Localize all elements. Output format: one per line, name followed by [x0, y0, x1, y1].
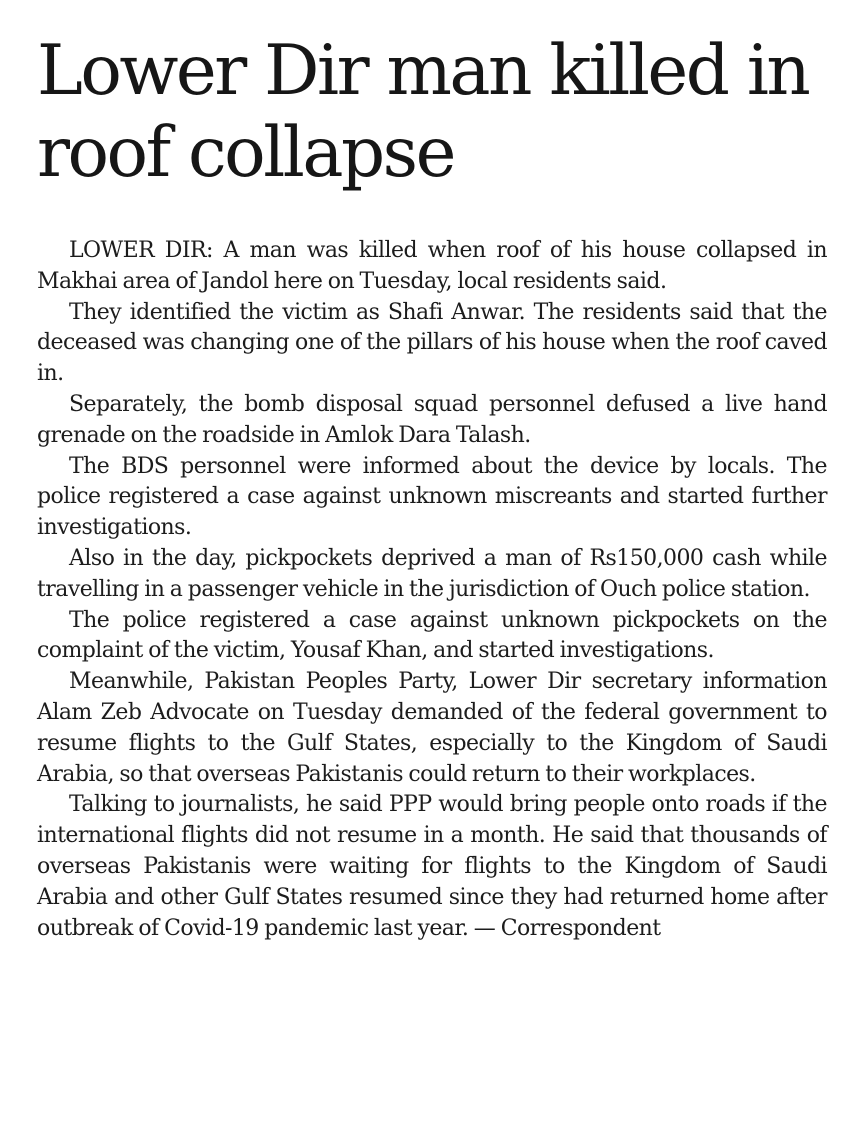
article-paragraph: Meanwhile, Pakistan Peoples Party, Lower Dir secretary information Alam Zeb Advocate on Tuesday demanded of the federal government to resume flights to the Gulf States, especially to the Kingdom of Saudi Arabia, so that overseas Pakistanis could return to their workplaces.: [37, 669, 827, 787]
news-article: [37, 30, 827, 944]
article-paragraph: The police registered a case against unknown pickpockets on the complaint of the victim, Yousaf Khan, and started investigations.: [37, 607, 827, 664]
article-body: [37, 236, 827, 944]
article-paragraph: The BDS personnel were informed about the device by locals. The police registered a case against unknown miscreants and started further investigations.: [37, 453, 827, 541]
article-headline: Lower Dir man killed in roof collapse: [37, 31, 809, 193]
article-paragraph: Separately, the bomb disposal squad personnel defused a live hand grenade on the roadside in Amlok Dara Talash.: [37, 391, 827, 448]
article-paragraph: Talking to journalists, he said PPP would bring people onto roads if the international flights did not resume in a month. He said that thousands of overseas Pakistanis were waiting for flights to the Kingdom of Saudi Arabia and other Gulf States resumed since they had returned home after outbreak of Covid-19 pandemic last year. — Correspondent: [37, 792, 827, 941]
article-paragraph: They identified the victim as Shafi Anwar. The residents said that the deceased was changing one of the pillars of his house when the roof caved in.: [37, 299, 827, 387]
article-paragraph: LOWER DIR: A man was killed when roof of his house collapsed in Makhai area of Jandol here on Tuesday, local residents said.: [37, 238, 827, 294]
article-paragraph: Also in the day, pickpockets deprived a man of Rs150,000 cash while travelling in a passenger vehicle in the jurisdiction of Ouch police station.: [37, 545, 827, 602]
